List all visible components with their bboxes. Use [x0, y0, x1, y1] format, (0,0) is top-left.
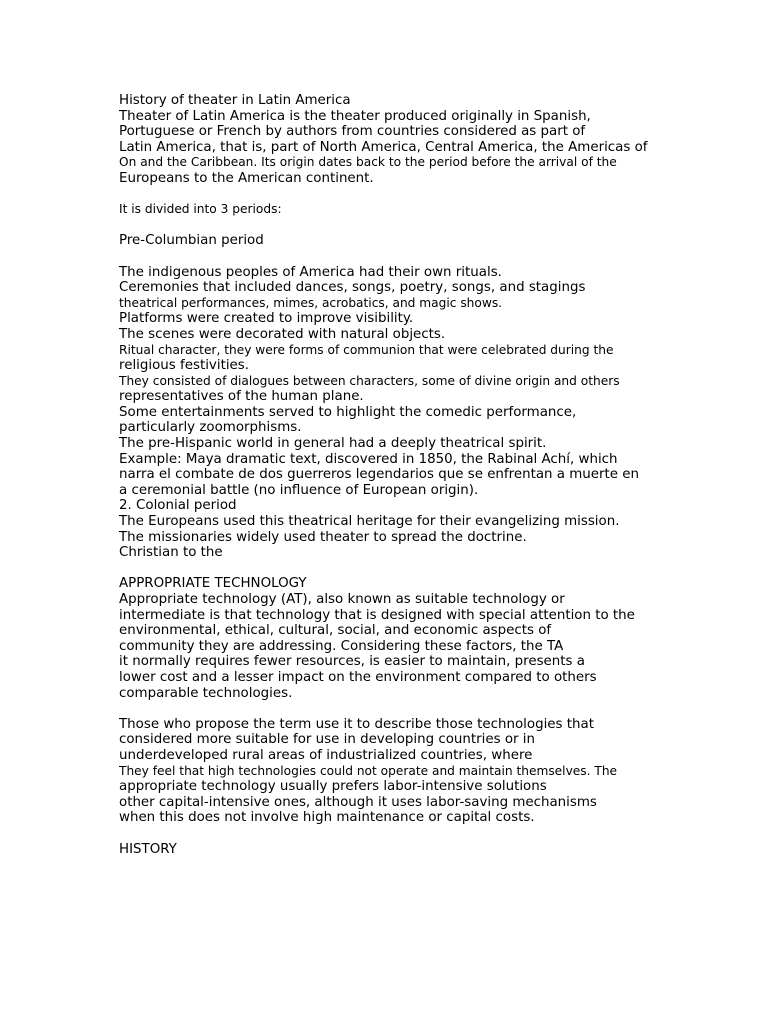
text-line: environmental, ethical, cultural, social, and economic aspects of: [119, 623, 552, 639]
text-line: Ceremonies that included dances, songs, poetry, songs, and stagings: [119, 280, 586, 296]
text-line: community they are addressing. Considering these factors, the TA: [119, 638, 564, 654]
text-line: particularly zoomorphisms.: [119, 420, 302, 436]
text-line: comparable technologies.: [119, 685, 293, 701]
text-line: Those who propose the term use it to describe those technologies that: [119, 716, 594, 732]
text-line: narra el combate de dos guerreros legendarios que se enfrentan a muerte en: [119, 467, 639, 483]
text-line: They feel that high technologies could not operate and maintain themselves. The: [119, 763, 618, 778]
text-line: Appropriate technology (AT), also known as suitable technology or: [119, 592, 565, 607]
text-line: intermediate is that technology that is designed with special attention to the: [119, 607, 635, 623]
text-line: On and the Caribbean. Its origin dates back to the period before the arrival of the: [119, 155, 617, 170]
text-line: Platforms were created to improve visibility.: [119, 311, 414, 327]
text-line: Christian to the: [119, 545, 223, 561]
text-line: other capital-intensive ones, although it uses labor-saving mechanisms: [119, 794, 597, 810]
text-line: The Europeans used this theatrical heritage for their evangelizing mission.: [119, 514, 620, 530]
text-line: Latin America, that is, part of North America, Central America, the Americas of: [119, 139, 648, 155]
text-line: It is divided into 3 periods:: [119, 202, 282, 217]
text-line: Some entertainments served to highlight the comedic performance,: [119, 404, 577, 420]
text-line: a ceremonial battle (no influence of European origin).: [119, 482, 479, 498]
paragraph-gap: [119, 249, 709, 265]
text-line: The pre-Hispanic world in general had a deeply theatrical spirit.: [119, 436, 547, 452]
text-line: Example: Maya dramatic text, discovered in 1850, the Rabinal Achí, which: [119, 451, 618, 467]
text-line: The scenes were decorated with natural objects.: [119, 326, 446, 342]
paragraph-gap: [119, 218, 709, 234]
text-line: History of theater in Latin America: [119, 93, 351, 108]
document-body: [119, 93, 709, 857]
paragraph-gap: [119, 187, 709, 203]
text-line: Europeans to the American continent.: [119, 170, 374, 186]
text-line: appropriate technology usually prefers labor-intensive solutions: [119, 779, 547, 795]
text-line: Portuguese or French by authors from countries considered as part of: [119, 124, 586, 140]
text-line: Pre-Columbian period: [119, 233, 264, 249]
paragraph-gap: [119, 701, 709, 717]
paragraph-gap: [119, 826, 709, 842]
text-line: when this does not involve high maintenance or capital costs.: [119, 810, 535, 826]
text-line: lower cost and a lesser impact on the environment compared to others: [119, 669, 597, 685]
text-line: Ritual character, they were forms of communion that were celebrated during the: [119, 342, 614, 357]
paragraph-gap: [119, 561, 709, 577]
text-line: Theater of Latin America is the theater produced originally in Spanish,: [119, 108, 591, 124]
text-line: representatives of the human plane.: [119, 389, 364, 405]
text-line: HISTORY: [119, 841, 177, 857]
text-line: APPROPRIATE TECHNOLOGY: [119, 576, 307, 592]
text-line: considered more suitable for use in developing countries or in: [119, 732, 535, 748]
text-line: religious festivities.: [119, 358, 250, 374]
text-line: it normally requires fewer resources, is easier to maintain, presents a: [119, 654, 585, 670]
text-line: The missionaries widely used theater to spread the doctrine.: [119, 529, 527, 545]
text-line: theatrical performances, mimes, acrobatics, and magic shows.: [119, 295, 503, 310]
text-line: The indigenous peoples of America had their own rituals.: [119, 264, 502, 280]
text-line: underdeveloped rural areas of industrialized countries, where: [119, 747, 533, 763]
text-line: They consisted of dialogues between characters, some of divine origin and others: [119, 373, 620, 388]
text-line: 2. Colonial period: [119, 498, 237, 514]
